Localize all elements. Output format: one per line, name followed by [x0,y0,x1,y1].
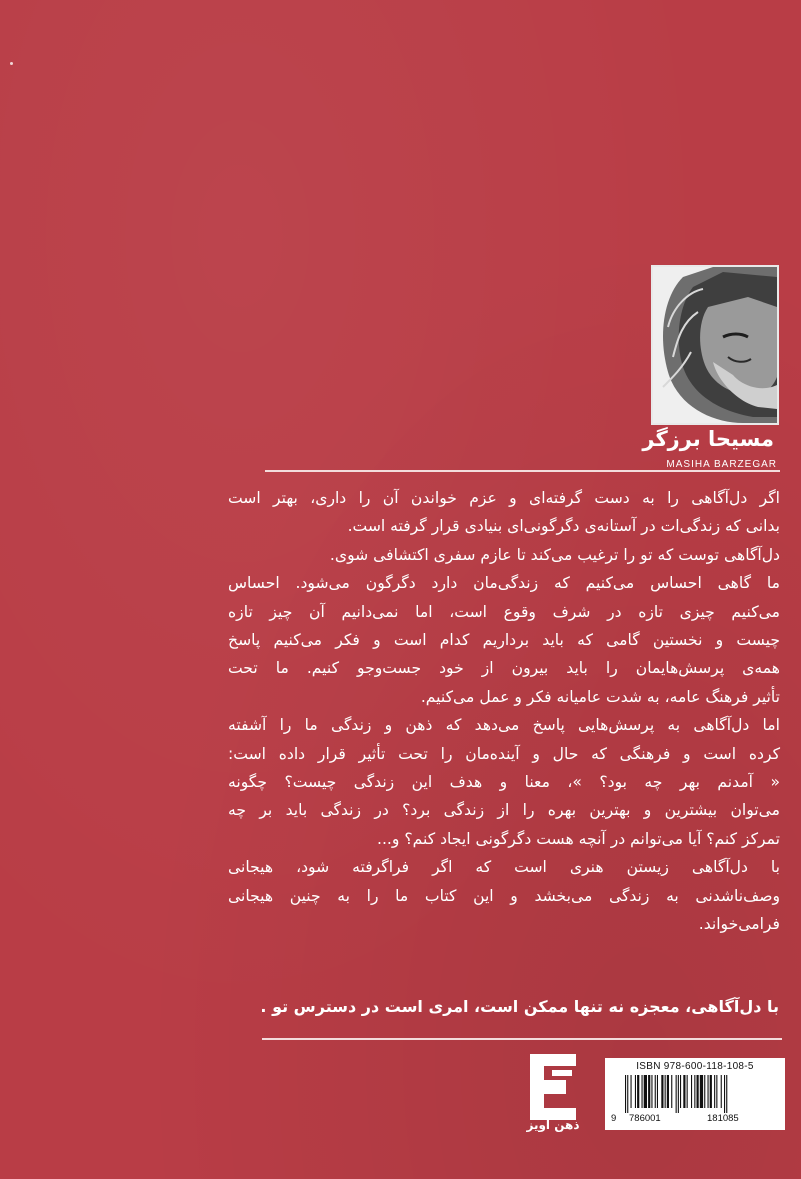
blurb-line: با دل‌آگاهی زیستن هنری است که اگر فراگرفته شود، هیجانی [228,858,780,877]
author-photo [651,265,779,425]
barcode-group-2: 181085 [707,1113,739,1124]
isbn-text: ISBN 978-600-118-108-5 [636,1061,754,1072]
blurb-line: اما دل‌آگاهی به پرسش‌هایی پاسخ می‌دهد که ذهن و زندگی ما را آشفته [228,716,780,735]
blurb-line: چیست و نخستین گامی که باید برداریم کدام است و فکر می‌کنیم پاسخ [228,631,780,650]
author-name-persian: مسیحا برزگر [642,427,774,451]
blurb-line: اگر دل‌آگاهی را به دست گرفته‌ای و عزم خواندن آن را داری، بهتر است [228,489,780,507]
blurb-line: وصف‌ناشدنی به زندگی می‌بخشد و این کتاب ما را به چنین هیجانی [228,886,780,905]
blurb-line: « آمدنم بهر چه بود؟ »، معنا و هدف این زندگی چیست؟ چگونه [228,773,780,792]
blurb-line: تأثیر فرهنگ عامه، به شدت عامیانه فکر و عمل می‌کنیم. [420,687,780,706]
blurb-line: بدانی که زندگی‌ات در آستانه‌ی دگرگونی‌ای بنیادی قرار گرفته است. [347,517,780,536]
blurb-line: تمرکز کنم؟ آیا می‌توانم در آنچه هست دگرگونی ایجاد کنم؟ و... [377,829,780,848]
publisher-name: ذهن آویز [526,1118,580,1132]
blurb-line: فرامی‌خواند. [698,915,780,934]
isbn-barcode [605,1058,785,1130]
blurb-line: ما گاهی احساس می‌کنیم که زندگی‌مان دارد دگرگون می‌شود. احساس [228,574,780,593]
author-name-latin: MASIHA BARZEGAR [666,459,777,470]
blurb-line: می‌توان بیشترین و بهترین بهره را از زندگی برد؟ در زندگی باید بر چه [228,801,780,820]
divider-bottom [262,1038,782,1040]
blurb-line: دل‌آگاهی توست که تو را ترغیب می‌کند تا عازم سفری اکتشافی شوی. [329,545,780,564]
barcode-bars [617,1075,773,1113]
barcode-lead-digit: 9 [611,1113,617,1124]
speck-mark [10,62,13,65]
blurb-line: همه‌ی پرسش‌هایمان را باید بیرون از خود جست‌وجو کنیم. ما تحت [228,659,780,678]
blurb-line: می‌کنیم چیزی تازه در شرف وقوع است، اما نمی‌دانیم آن چیز تازه [228,602,780,621]
publisher-logo-icon [522,1050,584,1126]
tagline: با دل‌آگاهی، معجزه نه تنها ممکن است، امری است در دسترس تو . [260,997,779,1016]
blurb-line: کرده است و فرهنگی که حال و آینده‌مان را تحت تأثیر قرار داده است: [228,744,780,763]
divider-top [265,470,780,472]
blurb-text [228,484,780,939]
barcode-digits [611,1113,779,1124]
barcode-group-1: 786001 [629,1113,661,1124]
